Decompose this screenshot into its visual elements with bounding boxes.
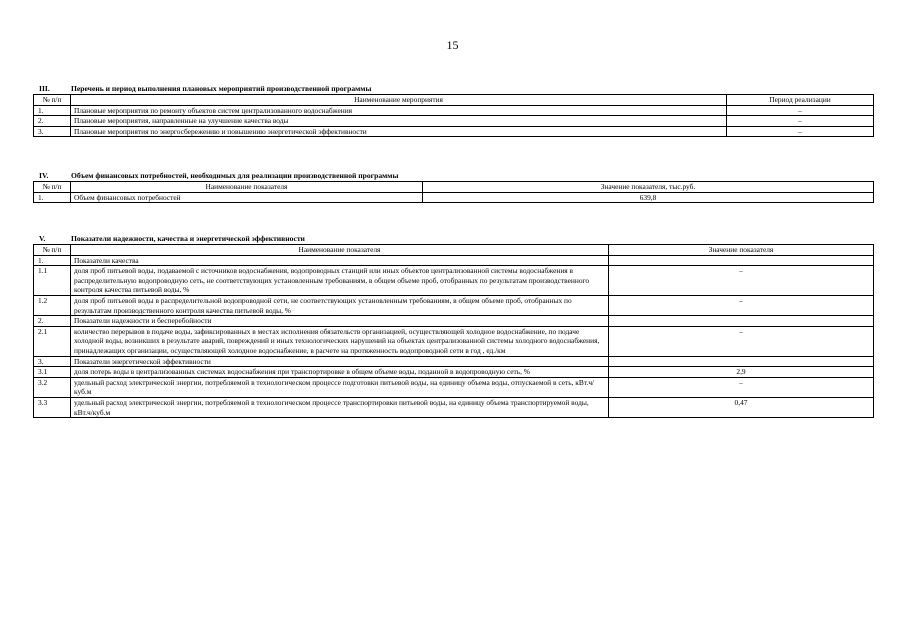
table-header-row	[34, 182, 874, 193]
section-3	[33, 84, 873, 137]
row-value	[609, 316, 874, 327]
col-header-num: № п/п	[34, 245, 71, 256]
table-row	[34, 377, 874, 397]
row-value: –	[609, 326, 874, 356]
row-name: доля проб питьевой воды в распределительной водопроводной сети, не соответствующих установленным требованиям, в общем объеме проб, отобранных по результатам производственного контроля качества питьевой воды, %	[71, 295, 609, 315]
col-header-num: № п/п	[34, 95, 71, 106]
row-num: 3.2	[34, 377, 71, 397]
row-num: 1.	[34, 192, 71, 203]
section-4-roman: IV.	[39, 171, 49, 180]
row-value	[609, 255, 874, 266]
table-row	[34, 192, 874, 203]
table-header-row	[34, 95, 874, 106]
section-4-title	[33, 171, 873, 181]
row-value: 639,8	[423, 192, 874, 203]
row-num: 1.1	[34, 266, 71, 296]
row-value: 0,47	[609, 397, 874, 417]
page-number: 15	[446, 38, 459, 52]
row-name: Показатели качества	[71, 255, 609, 266]
row-name: Плановые мероприятия по ремонту объектов систем централизованного водоснабжения	[71, 105, 727, 116]
row-num: 3.	[34, 356, 71, 367]
table-row	[34, 397, 874, 417]
table-row	[34, 316, 874, 327]
table-row	[34, 356, 874, 367]
section-5-title	[33, 234, 873, 244]
table-row	[34, 126, 874, 137]
row-value: 2,9	[609, 367, 874, 378]
col-header-name: Наименование мероприятия	[71, 95, 727, 106]
row-name: Плановые мероприятия, направленные на улучшение качества воды	[71, 116, 727, 127]
table-row	[34, 326, 874, 356]
row-name: количество перерывов в подаче воды, зафиксированных в местах исполнения обязательств организацией, осуществляющей холодное водоснабжение, по подаче холодной воды, возникших в результате аварий, повреждений и иных технологических нарушений на объектах централизованной системы холодного водоснабжения, принадлежащих организации, осуществляющей холодное водоснабжение, в расчете на протяженность водопроводной сети в год , ед./км	[71, 326, 609, 356]
financial-needs-table	[33, 181, 874, 203]
table-row	[34, 105, 874, 116]
section-5-roman: V.	[39, 234, 46, 243]
row-value: –	[609, 266, 874, 296]
row-num: 1.	[34, 255, 71, 266]
section-4-heading: Объем финансовых потребностей, необходимых для реализации производственной программы	[71, 171, 399, 180]
row-num: 1.2	[34, 295, 71, 315]
row-name: Показатели надежности и бесперебойности	[71, 316, 609, 327]
row-period: –	[727, 126, 874, 137]
table-row	[34, 255, 874, 266]
col-header-value: Значение показателя	[609, 245, 874, 256]
row-value: –	[609, 295, 874, 315]
row-num: 3.	[34, 126, 71, 137]
indicators-table	[33, 244, 874, 418]
row-num: 1.	[34, 105, 71, 116]
row-num: 3.3	[34, 397, 71, 417]
section-5-heading: Показатели надежности, качества и энергетической эффективности	[71, 234, 305, 243]
row-num: 2.	[34, 116, 71, 127]
row-name: Показатели энергетической эффективности	[71, 356, 609, 367]
table-row	[34, 266, 874, 296]
planned-activities-table	[33, 94, 874, 137]
table-header-row	[34, 245, 874, 256]
col-header-name: Наименование показателя	[71, 245, 609, 256]
col-header-value: Значение показателя, тыс.руб.	[423, 182, 874, 193]
row-period: –	[727, 116, 874, 127]
table-row	[34, 116, 874, 127]
section-3-roman: III.	[39, 84, 50, 93]
col-header-name: Наименование показателя	[71, 182, 423, 193]
row-name: доля потерь воды в централизованных системах водоснабжения при транспортировке в общем объеме воды, поданной в водопроводную сеть, %	[71, 367, 609, 378]
section-4	[33, 171, 873, 203]
row-name: удельный расход электрической энергии, потребляемой в технологическом процессе транспортировки питьевой воды, на единицу объема транспортируемой воды, кВт.ч/куб.м	[71, 397, 609, 417]
table-row	[34, 367, 874, 378]
row-name: удельный расход электрической энергии, потребляемой в технологическом процессе подготовки питьевой воды, на единицу объема воды, отпускаемой в сеть, кВт.ч/куб.м	[71, 377, 609, 397]
row-name: доля проб питьевой воды, подаваемой с источников водоснабжения, водопроводных станций или иных объектов централизованной системы водоснабжения в распределительную водопроводную сеть, не соответствующих установленным требованиям, в общем объеме проб, отобранных по результатам производственного контроля качества питьевой воды, %	[71, 266, 609, 296]
row-value: –	[609, 377, 874, 397]
col-header-period: Период реализации	[727, 95, 874, 106]
section-3-heading: Перечень и период выполнения плановых мероприятий производственной программы	[71, 84, 372, 93]
row-value	[609, 356, 874, 367]
row-num: 3.1	[34, 367, 71, 378]
row-period: –	[727, 105, 874, 116]
section-3-title	[33, 84, 873, 94]
row-num: 2.	[34, 316, 71, 327]
table-row	[34, 295, 874, 315]
row-num: 2.1	[34, 326, 71, 356]
col-header-num: № п/п	[34, 182, 71, 193]
row-name: Плановые мероприятия по энергосбережению и повышению энергетической эффективности	[71, 126, 727, 137]
section-5	[33, 234, 873, 418]
row-name: Объем финансовых потребностей	[71, 192, 423, 203]
